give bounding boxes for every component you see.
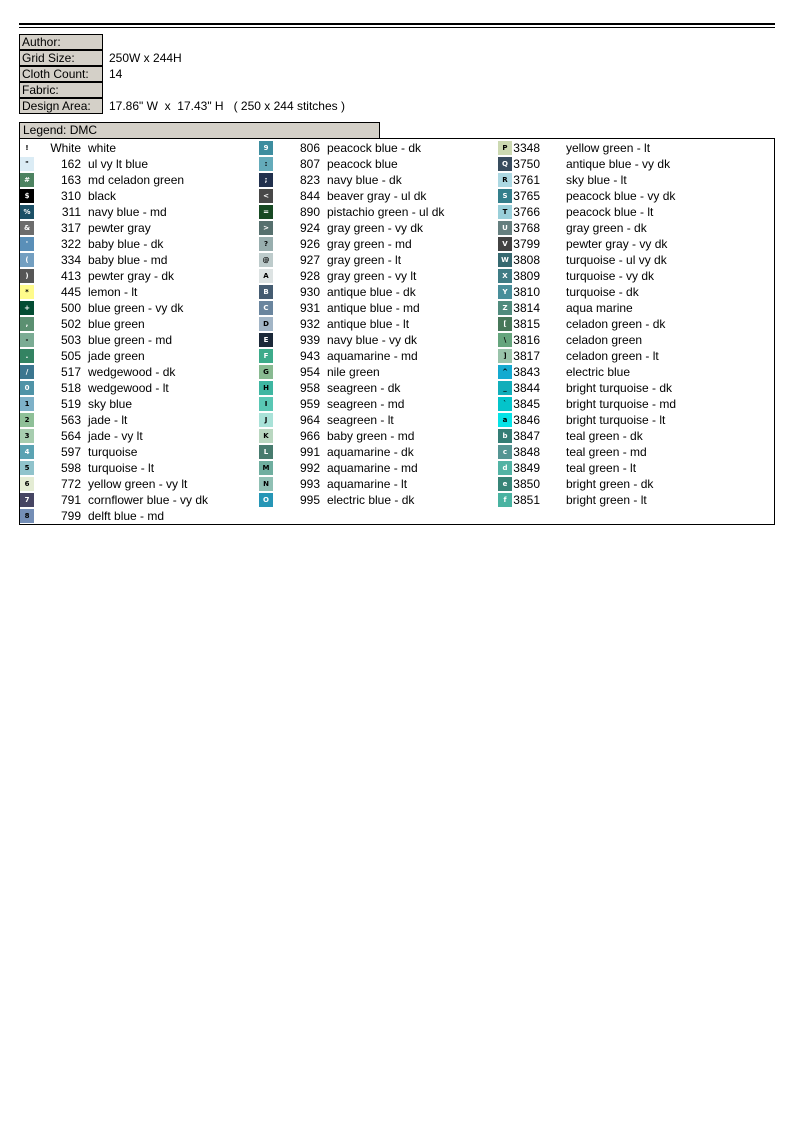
legend-entry: [259, 380, 498, 396]
thread-name: sky blue: [88, 397, 133, 411]
legend-entry: [259, 332, 498, 348]
thread-name: delft blue - md: [88, 509, 165, 523]
legend-entry: [498, 204, 737, 220]
legend-entry: [20, 444, 259, 460]
thread-name: jade - vy lt: [88, 429, 143, 443]
legend-column-2: [259, 140, 498, 508]
legend-entry: [20, 188, 259, 204]
thread-name: gray green - vy lt: [327, 269, 417, 283]
thread-name: yellow green - vy lt: [88, 477, 188, 491]
color-swatch: -: [20, 333, 34, 347]
thread-name: aquamarine - dk: [327, 445, 414, 459]
thread-number: 992: [299, 461, 320, 475]
thread-name: aquamarine - lt: [327, 477, 408, 491]
thread-name: baby blue - dk: [88, 237, 164, 251]
legend-entry: [259, 412, 498, 428]
thread-number: 517: [60, 365, 81, 379]
color-swatch: 0: [20, 381, 34, 395]
color-swatch: ": [20, 157, 34, 171]
color-swatch: :: [259, 157, 273, 171]
info-label: Cloth Count:: [19, 66, 103, 82]
thread-name: aquamarine - md: [327, 461, 418, 475]
color-swatch: 9: [259, 141, 273, 155]
thread-name: navy blue - dk: [327, 173, 402, 187]
color-swatch: X: [498, 269, 512, 283]
thread-number: 564: [60, 429, 81, 443]
thread-number: 502: [60, 317, 81, 331]
thread-number: 310: [60, 189, 81, 203]
legend-entry: [259, 156, 498, 172]
color-swatch: 4: [20, 445, 34, 459]
thread-name: antique blue - dk: [327, 285, 416, 299]
legend-entry: [20, 220, 259, 236]
color-swatch: ^: [498, 365, 512, 379]
thread-number: 3348: [513, 141, 540, 155]
thread-name: lemon - lt: [88, 285, 138, 299]
legend-table: [19, 138, 775, 525]
legend-entry: [259, 188, 498, 204]
color-swatch: ;: [259, 173, 273, 187]
legend-entry: [498, 300, 737, 316]
thread-number: 799: [60, 509, 81, 523]
thread-number: 505: [60, 349, 81, 363]
thread-number: 943: [299, 349, 320, 363]
info-value: 17.86" W x 17.43" H ( 250 x 244 stitches ): [109, 99, 345, 113]
legend-entry: [259, 204, 498, 220]
thread-number: 334: [60, 253, 81, 267]
color-swatch: d: [498, 461, 512, 475]
legend-entry: [20, 284, 259, 300]
legend-entry: [259, 300, 498, 316]
thread-name: celadon green: [566, 333, 643, 347]
thread-number: 3768: [513, 221, 540, 235]
thread-number: 844: [299, 189, 320, 203]
thread-name: turquoise - dk: [566, 285, 639, 299]
thread-number: 311: [61, 205, 81, 219]
legend-entry: [20, 428, 259, 444]
thread-name: beaver gray - ul dk: [327, 189, 427, 203]
thread-number: 966: [299, 429, 320, 443]
color-swatch: Z: [498, 301, 512, 315]
thread-name: blue green - vy dk: [88, 301, 184, 315]
thread-number: 993: [299, 477, 320, 491]
thread-number: 3848: [513, 445, 540, 459]
thread-name: peacock blue: [327, 157, 398, 171]
color-swatch: N: [259, 477, 273, 491]
thread-name: pistachio green - ul dk: [327, 205, 445, 219]
color-swatch: G: [259, 365, 273, 379]
legend-entry: [259, 492, 498, 508]
color-swatch: 5: [20, 461, 34, 475]
thread-number: 563: [60, 413, 81, 427]
thread-number: 3843: [513, 365, 540, 379]
legend-entry: [259, 236, 498, 252]
color-swatch: Q: [498, 157, 512, 171]
color-swatch: C: [259, 301, 273, 315]
thread-number: 598: [60, 461, 81, 475]
legend-entry: [498, 412, 737, 428]
legend-entry: [259, 268, 498, 284]
top-rule: [19, 23, 775, 25]
thread-name: pewter gray: [88, 221, 151, 235]
color-swatch: =: [259, 205, 273, 219]
thread-number: 995: [299, 493, 320, 507]
legend-entry: [20, 252, 259, 268]
legend-entry: [498, 140, 737, 156]
legend-entry: [20, 316, 259, 332]
thread-number: 791: [60, 493, 81, 507]
thread-name: turquoise: [88, 445, 138, 459]
thread-number: 991: [299, 445, 320, 459]
thread-number: 3815: [513, 317, 540, 331]
legend-entry: [259, 348, 498, 364]
thread-name: electric blue: [566, 365, 631, 379]
thread-number: 3851: [513, 493, 540, 507]
legend-entry: [20, 380, 259, 396]
legend-entry: [498, 332, 737, 348]
legend-entry: [498, 364, 737, 380]
thread-number: 927: [299, 253, 320, 267]
thread-name: gray green - vy dk: [327, 221, 424, 235]
thread-name: gray green - md: [327, 237, 412, 251]
thread-number: 317: [60, 221, 81, 235]
thread-number: 807: [299, 157, 320, 171]
legend-entry: [498, 492, 737, 508]
color-swatch: +: [20, 301, 34, 315]
legend-entry: [498, 252, 737, 268]
color-swatch: &: [20, 221, 34, 235]
thread-number: 931: [299, 301, 320, 315]
color-swatch: .: [20, 349, 34, 363]
color-swatch: A: [259, 269, 273, 283]
thread-name: celadon green - lt: [566, 349, 659, 363]
color-swatch: e: [498, 477, 512, 491]
color-swatch: 8: [20, 509, 34, 523]
legend-entry: [20, 236, 259, 252]
color-swatch: ': [20, 237, 34, 251]
color-swatch: c: [498, 445, 512, 459]
info-value: 14: [109, 67, 123, 81]
color-swatch: ]: [498, 349, 512, 363]
legend-entry: [498, 348, 737, 364]
color-swatch: J: [259, 413, 273, 427]
thread-name: bright turquoise - dk: [566, 381, 673, 395]
color-swatch: Y: [498, 285, 512, 299]
thread-number: 519: [60, 397, 81, 411]
thread-name: teal green - lt: [566, 461, 637, 475]
thread-name: seagreen - dk: [327, 381, 401, 395]
thread-name: jade green: [88, 349, 145, 363]
info-label: Fabric:: [19, 82, 103, 98]
color-swatch: #: [20, 173, 34, 187]
color-swatch: R: [498, 173, 512, 187]
color-swatch: ?: [259, 237, 273, 251]
legend-title: Legend: DMC: [19, 122, 380, 138]
color-swatch: 6: [20, 477, 34, 491]
thread-name: seagreen - md: [327, 397, 405, 411]
color-swatch: O: [259, 493, 273, 507]
color-swatch: ): [20, 269, 34, 283]
color-swatch: (: [20, 253, 34, 267]
legend-entry: [259, 428, 498, 444]
legend-entry: [20, 508, 259, 524]
legend-entry: [259, 220, 498, 236]
legend-entry: [498, 428, 737, 444]
thread-name: navy blue - vy dk: [327, 333, 418, 347]
thread-name: sky blue - lt: [566, 173, 627, 187]
color-swatch: [: [498, 317, 512, 331]
legend-column-3: [498, 140, 737, 508]
color-swatch: W: [498, 253, 512, 267]
color-swatch: @: [259, 253, 273, 267]
color-swatch: !: [20, 141, 34, 155]
legend-entry: [259, 460, 498, 476]
legend-entry: [20, 300, 259, 316]
top-rule-thin: [19, 27, 775, 28]
thread-number: 959: [299, 397, 320, 411]
color-swatch: V: [498, 237, 512, 251]
thread-name: black: [88, 189, 117, 203]
thread-number: 823: [299, 173, 320, 187]
legend-column-1: [20, 140, 259, 524]
thread-number: 3846: [513, 413, 540, 427]
info-value: 250W x 244H: [109, 51, 182, 65]
color-swatch: *: [20, 285, 34, 299]
color-swatch: L: [259, 445, 273, 459]
legend-entry: [259, 316, 498, 332]
thread-name: seagreen - lt: [327, 413, 394, 427]
legend-entry: [259, 284, 498, 300]
legend-entry: [20, 364, 259, 380]
color-swatch: U: [498, 221, 512, 235]
color-swatch: ,: [20, 317, 34, 331]
legend-entry: [20, 172, 259, 188]
color-swatch: \: [498, 333, 512, 347]
legend-entry: [498, 220, 737, 236]
thread-number: 3850: [513, 477, 540, 491]
legend-entry: [498, 188, 737, 204]
thread-number: 518: [60, 381, 81, 395]
thread-number: 500: [60, 301, 81, 315]
legend-entry: [498, 268, 737, 284]
thread-number: 964: [299, 413, 320, 427]
color-swatch: D: [259, 317, 273, 331]
legend-entry: [259, 252, 498, 268]
thread-name: bright green - lt: [566, 493, 647, 507]
thread-number: 3844: [513, 381, 540, 395]
thread-number: 924: [299, 221, 320, 235]
legend-entry: [498, 396, 737, 412]
thread-name: ul vy lt blue: [88, 157, 149, 171]
color-swatch: 3: [20, 429, 34, 443]
thread-name: antique blue - vy dk: [566, 157, 671, 171]
thread-number: 597: [60, 445, 81, 459]
thread-name: gray green - lt: [327, 253, 402, 267]
thread-number: 958: [299, 381, 320, 395]
color-swatch: H: [259, 381, 273, 395]
legend-entry: [259, 140, 498, 156]
color-swatch: 2: [20, 413, 34, 427]
legend-entry: [498, 284, 737, 300]
thread-name: wedgewood - dk: [88, 365, 176, 379]
info-label: Grid Size:: [19, 50, 103, 66]
thread-number: 772: [60, 477, 81, 491]
thread-name: bright green - dk: [566, 477, 654, 491]
thread-number: 3766: [513, 205, 540, 219]
thread-name: white: [88, 141, 117, 155]
legend-entry: [20, 204, 259, 220]
color-swatch: _: [498, 381, 512, 395]
thread-number: 939: [299, 333, 320, 347]
thread-number: 3765: [513, 189, 540, 203]
thread-number: 890: [299, 205, 320, 219]
color-swatch: I: [259, 397, 273, 411]
color-swatch: M: [259, 461, 273, 475]
thread-name: nile green: [327, 365, 380, 379]
thread-name: peacock blue - lt: [566, 205, 654, 219]
legend-entry: [20, 348, 259, 364]
color-swatch: <: [259, 189, 273, 203]
thread-number: 3809: [513, 269, 540, 283]
thread-name: bright turquoise - lt: [566, 413, 666, 427]
thread-name: turquoise - vy dk: [566, 269, 655, 283]
thread-name: teal green - md: [566, 445, 647, 459]
thread-name: gray green - dk: [566, 221, 647, 235]
legend-entry: [259, 364, 498, 380]
legend-entry: [259, 172, 498, 188]
thread-name: turquoise - ul vy dk: [566, 253, 667, 267]
thread-number: 3808: [513, 253, 540, 267]
thread-name: celadon green - dk: [566, 317, 666, 331]
legend-entry: [498, 236, 737, 252]
color-swatch: S: [498, 189, 512, 203]
thread-number: 3845: [513, 397, 540, 411]
info-label: Design Area:: [19, 98, 103, 114]
thread-name: peacock blue - vy dk: [566, 189, 676, 203]
legend-entry: [20, 412, 259, 428]
color-swatch: 1: [20, 397, 34, 411]
thread-name: pewter gray - dk: [88, 269, 175, 283]
color-swatch: a: [498, 413, 512, 427]
thread-number: 413: [60, 269, 81, 283]
thread-number: 954: [299, 365, 320, 379]
color-swatch: %: [20, 205, 34, 219]
thread-name: jade - lt: [88, 413, 128, 427]
color-swatch: b: [498, 429, 512, 443]
thread-name: cornflower blue - vy dk: [88, 493, 209, 507]
legend-entry: [259, 396, 498, 412]
thread-name: peacock blue - dk: [327, 141, 422, 155]
color-swatch: P: [498, 141, 512, 155]
legend-entry: [20, 268, 259, 284]
color-swatch: E: [259, 333, 273, 347]
thread-number: 3847: [513, 429, 540, 443]
thread-name: wedgewood - lt: [88, 381, 169, 395]
thread-number: 3849: [513, 461, 540, 475]
legend-entry: [259, 476, 498, 492]
thread-number: 3761: [513, 173, 540, 187]
thread-name: electric blue - dk: [327, 493, 415, 507]
legend-entry: [20, 460, 259, 476]
color-swatch: 7: [20, 493, 34, 507]
thread-name: navy blue - md: [88, 205, 167, 219]
thread-name: turquoise - lt: [88, 461, 155, 475]
thread-name: aquamarine - md: [327, 349, 418, 363]
thread-number: 3817: [513, 349, 540, 363]
color-swatch: F: [259, 349, 273, 363]
thread-number: 3750: [513, 157, 540, 171]
color-swatch: T: [498, 205, 512, 219]
thread-number: 3799: [513, 237, 540, 251]
thread-number: 3816: [513, 333, 540, 347]
color-swatch: /: [20, 365, 34, 379]
color-swatch: B: [259, 285, 273, 299]
thread-number: 930: [299, 285, 320, 299]
legend-entry: [20, 140, 259, 156]
legend-entry: [20, 492, 259, 508]
thread-name: baby blue - md: [88, 253, 168, 267]
thread-number: 163: [60, 173, 81, 187]
thread-name: baby green - md: [327, 429, 415, 443]
legend-entry: [20, 396, 259, 412]
thread-number: 445: [60, 285, 81, 299]
thread-number: 503: [60, 333, 81, 347]
thread-number: 3810: [513, 285, 540, 299]
legend-entry: [20, 156, 259, 172]
thread-name: md celadon green: [88, 173, 185, 187]
legend-entry: [498, 380, 737, 396]
legend-entry: [498, 172, 737, 188]
thread-number: 162: [60, 157, 81, 171]
legend-entry: [498, 476, 737, 492]
thread-name: yellow green - lt: [566, 141, 651, 155]
thread-number: White: [50, 141, 81, 155]
thread-name: teal green - dk: [566, 429, 643, 443]
legend-entry: [20, 332, 259, 348]
thread-name: pewter gray - vy dk: [566, 237, 668, 251]
legend-entry: [259, 444, 498, 460]
legend-entry: [498, 316, 737, 332]
color-swatch: `: [498, 397, 512, 411]
legend-entry: [498, 444, 737, 460]
legend-entry: [498, 460, 737, 476]
thread-name: antique blue - lt: [327, 317, 410, 331]
color-swatch: K: [259, 429, 273, 443]
thread-number: 932: [299, 317, 320, 331]
thread-name: blue green: [88, 317, 145, 331]
legend-entry: [498, 156, 737, 172]
thread-number: 3814: [513, 301, 540, 315]
legend-entry: [20, 476, 259, 492]
thread-name: aqua marine: [566, 301, 633, 315]
thread-number: 322: [60, 237, 81, 251]
info-label: Author:: [19, 34, 103, 50]
thread-number: 926: [299, 237, 320, 251]
thread-number: 806: [299, 141, 320, 155]
thread-name: bright turquoise - md: [566, 397, 677, 411]
thread-number: 928: [299, 269, 320, 283]
color-swatch: >: [259, 221, 273, 235]
color-swatch: $: [20, 189, 34, 203]
thread-name: antique blue - md: [327, 301, 420, 315]
thread-name: blue green - md: [88, 333, 173, 347]
color-swatch: f: [498, 493, 512, 507]
